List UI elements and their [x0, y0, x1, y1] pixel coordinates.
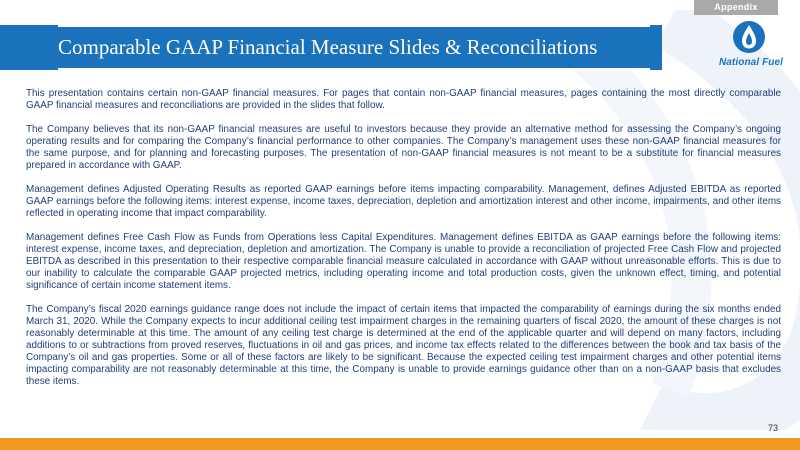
disclosure-body	[26, 88, 781, 400]
paragraph-guidance: The Company’s fiscal 2020 earnings guidance range does not include the impact of certain items that impacted the comparability of earnings during the six months ended March 31, 2020. While the Company expects to incur additional ceiling test impairment charges in the remaining quarters of fiscal 2020, the amount of these charges is not reasonably determinable at this time. The amount of any ceiling test charge is determined at the end of the applicable quarter and will depend on many factors, including additions to or subtractions from proved reserves, fluctuations in oil and gas prices, and income tax effects related to the differences between the book and tax basis of the Company’s oil and gas properties. Some or all of these factors are likely to be significant. Because the expected ceiling test impairment charges and other potential items impacting comparability are not reasonably determinable at this time, the Company is unable to provide earnings guidance other than on a non-GAAP basis that excludes these items.	[26, 304, 781, 387]
paragraph-non-gaap-intro: This presentation contains certain non-GAAP financial measures. For pages that contain non-GAAP financial measures, pages containing the most directly comparable GAAP financial measures and reconciliations are provided in the slides that follow.	[26, 88, 781, 111]
paragraph-usefulness: The Company believes that its non-GAAP financial measures are useful to investors because they provide an alternative method for assessing the Company’s ongoing operating results and for comparing the Company’s financial performance to other companies. The Company’s management uses these non-GAAP financial measures for the same purpose, and for planning and forecasting purposes. The presentation of non-GAAP financial measures is not meant to be a substitute for financial measures prepared in accordance with GAAP.	[26, 124, 781, 171]
paragraph-free-cash-flow: Management defines Free Cash Flow as Funds from Operations less Capital Expenditures. Management defines EBITDA as GAAP earnings before the following items: interest expense, income taxes, and depreciation, depletion and amortization. The Company is unable to provide a reconciliation of projected Free Cash Flow and projected EBITDA as described in this presentation to their respective comparable financial measure calculated in accordance with GAAP without unreasonable efforts. This is due to our inability to calculate the comparable GAAP projected metrics, including operating income and total production costs, given the unknown effect, timing, and potential significance of certain income statement items.	[26, 232, 781, 291]
company-logo	[700, 20, 800, 80]
paragraph-adjusted-definitions: Management defines Adjusted Operating Results as reported GAAP earnings before items impacting comparability. Management, defines Adjusted EBITDA as reported GAAP earnings before the following items: interest expense, income taxes, depreciation, depletion and amortization interest and other income, impairments, and other items reflected in operating income that impact comparability.	[26, 184, 781, 219]
section-tab-appendix: Appendix	[694, 0, 778, 15]
page-number: 73	[767, 423, 778, 433]
title-frame	[58, 25, 650, 70]
footer-accent-bar	[0, 438, 800, 450]
title-bar	[0, 25, 662, 70]
page-title: Comparable GAAP Financial Measure Slides & Reconciliations	[58, 35, 598, 59]
flame-drop-icon	[732, 20, 766, 54]
logo-wordmark: National Fuel	[718, 57, 784, 68]
